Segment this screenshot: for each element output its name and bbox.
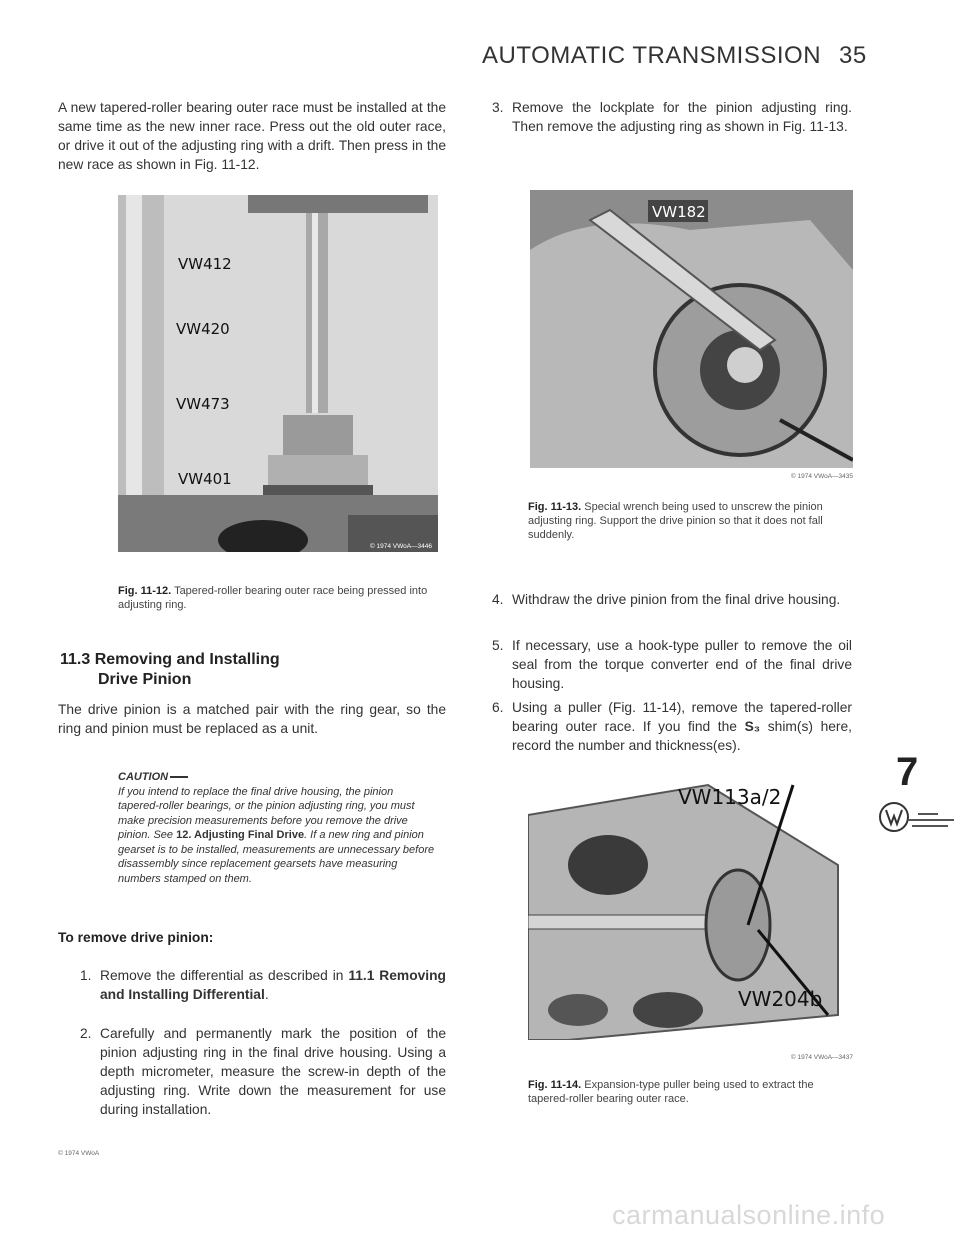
figure-11-14-caption <box>528 1078 853 1106</box>
shim-label: S₃ <box>744 719 761 734</box>
section-title-line1: Removing and Installing <box>94 651 280 668</box>
step-reference-link[interactable]: 11.1 Removing and Installing Differential <box>100 968 446 1002</box>
step-number: 4. <box>492 592 504 607</box>
step-text: Remove the lockplate for the pinion adjusting ring. Then remove the adjusting ring as shown in Fig. 11-13. <box>512 100 852 134</box>
step-1 <box>80 966 446 1004</box>
step-3 <box>492 98 852 136</box>
step-text-before: Using a puller (Fig. 11-14), remove the tapered-roller bearing outer race. If you find the <box>512 700 852 734</box>
section-number: 11.3 <box>60 651 91 668</box>
caution-text-after: . If a new ring and pinion gearset is to be installed, measurements are unnecessary before disassembly since replacement gearsets have measuring numbers stamped on them. <box>118 829 435 885</box>
section-intro-paragraph: The drive pinion is a matched pair with the ring gear, so the ring and pinion must be replaced as a unit. <box>58 702 446 736</box>
page-header <box>482 42 882 70</box>
section-title-line2: Drive Pinion <box>98 671 192 688</box>
step-text: If necessary, use a hook-type puller to remove the oil seal from the torque converter end of the final drive housing. <box>512 638 852 691</box>
step-end: . <box>264 987 269 1002</box>
procedure-heading: To remove drive pinion: <box>58 930 214 945</box>
tool-label-vw473: VW473 <box>176 395 230 413</box>
caution-note <box>118 770 436 886</box>
tool-label-vw401: VW401 <box>178 470 232 488</box>
figure-11-12-caption <box>118 584 438 612</box>
figure-11-12-credit: © 1974 VWoA—3446 <box>369 543 432 550</box>
figure-11-14-credit: © 1974 VWoA—3437 <box>790 1054 853 1061</box>
step-number: 1. <box>80 968 92 983</box>
tool-label-vw412: VW412 <box>178 255 232 273</box>
step-5 <box>492 636 852 693</box>
step-text-after: shim(s) here, record the number and thickness(es). <box>512 719 853 753</box>
figure-11-12-photo <box>118 195 438 552</box>
press-tool-illustration <box>118 195 438 552</box>
caption-number: Fig. 11-12. <box>118 585 172 597</box>
vw-logo-icon-graphic <box>878 800 956 836</box>
figure-11-13-photo <box>530 190 853 468</box>
tool-label-vw204b: VW204b <box>738 987 823 1011</box>
vw-logo-icon <box>878 800 956 836</box>
step-4 <box>492 590 852 609</box>
caption-text: Expansion-type puller being used to extract the tapered-roller bearing outer race. <box>528 1079 814 1105</box>
intro-paragraph: A new tapered-roller bearing outer race must be installed at the same time as the new inner race. Press out the old outer race, or drive it out of the adjusting ring with a drift. Then press in the new race as shown in Fig. 11-12. <box>58 100 446 172</box>
adjusting-ring-wrench-illustration <box>530 190 853 468</box>
step-6 <box>492 698 852 755</box>
caption-number: Fig. 11-13. <box>528 501 582 513</box>
page-number: 35 <box>839 42 867 69</box>
chapter-tab-number: 7 <box>896 750 919 794</box>
figure-11-14-photo <box>528 775 854 1040</box>
figure-11-13-caption <box>528 500 853 542</box>
chapter-title: AUTOMATIC TRANSMISSION <box>482 42 822 69</box>
section-heading <box>60 650 440 690</box>
step-text: Withdraw the drive pinion from the final drive housing. <box>512 592 841 607</box>
tool-label-vw113a: VW113a/2 <box>678 785 782 809</box>
step-number: 3. <box>492 100 504 115</box>
watermark-text: carmanualsonline.info <box>612 1200 886 1230</box>
caption-text: Tapered-roller bearing outer race being pressed into adjusting ring. <box>118 585 428 611</box>
caution-reference-link[interactable]: 12. Adjusting Final Drive <box>176 829 305 841</box>
step-text: Remove the differential as described in <box>100 968 344 983</box>
caption-text: Special wrench being used to unscrew the pinion adjusting ring. Support the drive pinion so that it does not fall suddenly. <box>528 501 823 541</box>
caption-number: Fig. 11-14. <box>528 1079 582 1091</box>
tool-label-vw420: VW420 <box>176 320 230 338</box>
caution-title: CAUTION <box>118 770 436 785</box>
caution-text-before: If you intend to replace the final drive housing, the pinion tapered-roller bearings, or the pinion adjusting ring, you must make precision measurements before you remove the drive pinion. See <box>118 785 415 841</box>
figure-11-13-credit: © 1974 VWoA—3435 <box>790 473 853 480</box>
tool-label-vw182: VW182 <box>652 203 706 221</box>
step-number: 6. <box>492 700 504 715</box>
step-number: 2. <box>80 1026 92 1041</box>
step-number: 5. <box>492 638 504 653</box>
footer-credit: © 1974 VWoA <box>58 1150 100 1157</box>
step-2 <box>80 1024 446 1119</box>
step-text: Carefully and permanently mark the position of the pinion adjusting ring in the final drive housing. Using a depth micrometer, measure the screw-in depth of the adjusting ring. Write down the measurement for use during installation. <box>100 1026 446 1117</box>
